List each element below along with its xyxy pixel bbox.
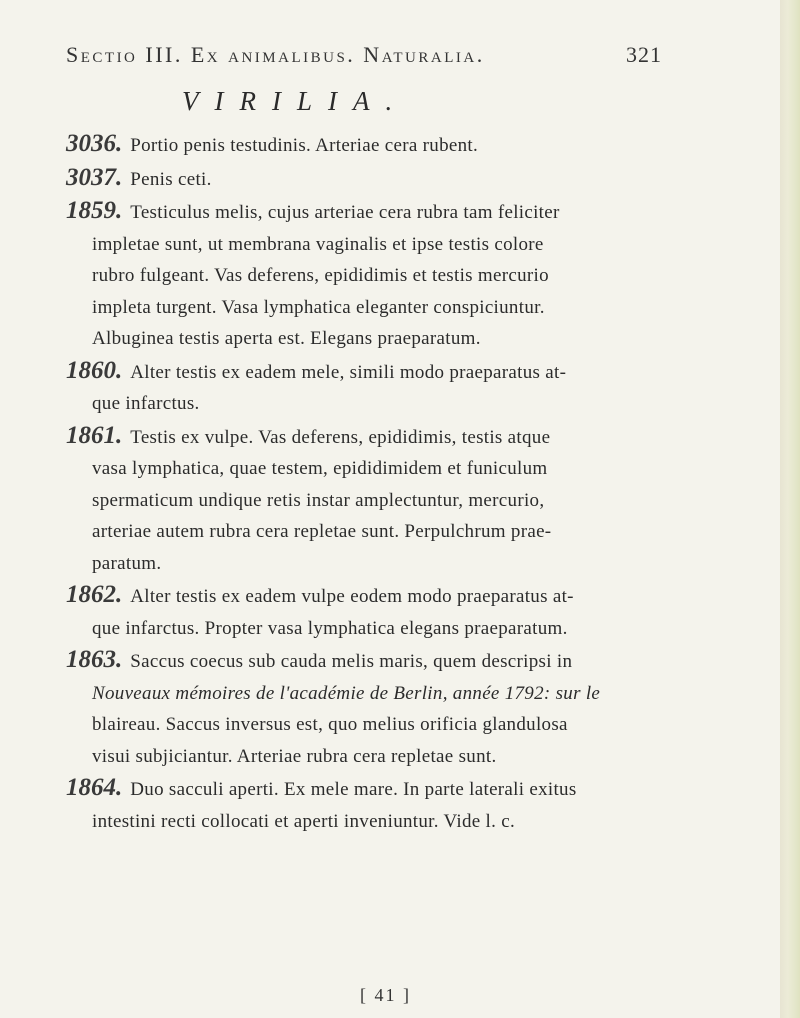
entry-text: Testis ex vulpe. Vas deferens, epididimis, testis atque [130,426,551,448]
catalog-entry [66,579,656,644]
entry-list [66,128,656,837]
running-head-title: Sectio III. Ex animalibus. Naturalia. [66,42,485,67]
entry-text: visui subjiciantur. Arteriae rubra cera repletae sunt. [92,745,497,767]
printer-signature: [ 41 ] [360,985,411,1005]
entry-text: Testiculus melis, cujus arteriae cera rubra tam feliciter [130,202,560,223]
entry-text: que infarctus. Propter vasa lymphatica elegans praeparatum. [92,617,568,639]
entry-text: Saccus coecus sub cauda melis maris, quem descripsi in [130,651,573,672]
catalog-entry [66,420,656,580]
entry-text: impleta turgent. Vasa lymphatica eleganter conspiciuntur. [92,296,545,318]
entry-number: 1861. [66,421,123,449]
entry-text-citation: Nouveaux mémoires de l'académie de Berlin, année 1792: sur le [92,682,601,704]
entry-text: Alter testis ex eadem vulpe eodem modo praeparatus at- [130,586,574,607]
catalog-entry [66,162,656,196]
catalog-entry [66,128,656,162]
entry-number: 3037. [66,163,123,191]
entry-number: 1862. [66,581,123,608]
entry-number: 3036. [66,130,123,157]
entry-number: 1864. [66,774,123,801]
entry-text: paratum. [92,552,162,574]
section-title: VIRILIA. [182,86,409,116]
catalog-entry [66,772,656,837]
entry-number: 1860. [66,356,123,384]
entry-text: Penis ceti. [130,168,212,190]
entry-text: Portio penis testudinis. Arteriae cera rubent. [130,135,479,156]
catalog-entry [66,355,656,420]
entry-number: 1863. [66,646,123,673]
entry-number: 1859. [66,197,123,224]
entry-text: Alter testis ex eadem mele, simili modo praeparatus at- [130,361,567,383]
entry-text: Albuginea testis aperta est. Elegans praeparatum. [92,328,481,349]
entry-text: impletae sunt, ut membrana vaginalis et ipse testis colore [92,233,544,255]
entry-text: rubro fulgeant. Vas deferens, epididimis et testis mercurio [92,265,549,286]
entry-text: Duo sacculi aperti. Ex mele mare. In parte laterali exitus [130,779,577,800]
entry-text: intestini recti collocati et aperti inveniuntur. Vide l. c. [92,810,516,832]
entry-text: blaireau. Saccus inversus est, quo melius orificia glandulosa [92,714,568,735]
catalog-entry [66,195,656,355]
running-head [66,42,662,68]
page-number: 321 [626,42,662,67]
entry-text: spermaticum undique retis instar amplectuntur, mercurio, [92,489,545,511]
entry-text: vasa lymphatica, quae testem, epididimidem et funiculum [92,458,548,479]
entry-text: que infarctus. [92,393,200,414]
catalog-entry [66,644,656,772]
entry-text: arteriae autem rubra cera repletae sunt. Perpulchrum prae- [92,521,552,542]
page-edge [780,0,800,1018]
